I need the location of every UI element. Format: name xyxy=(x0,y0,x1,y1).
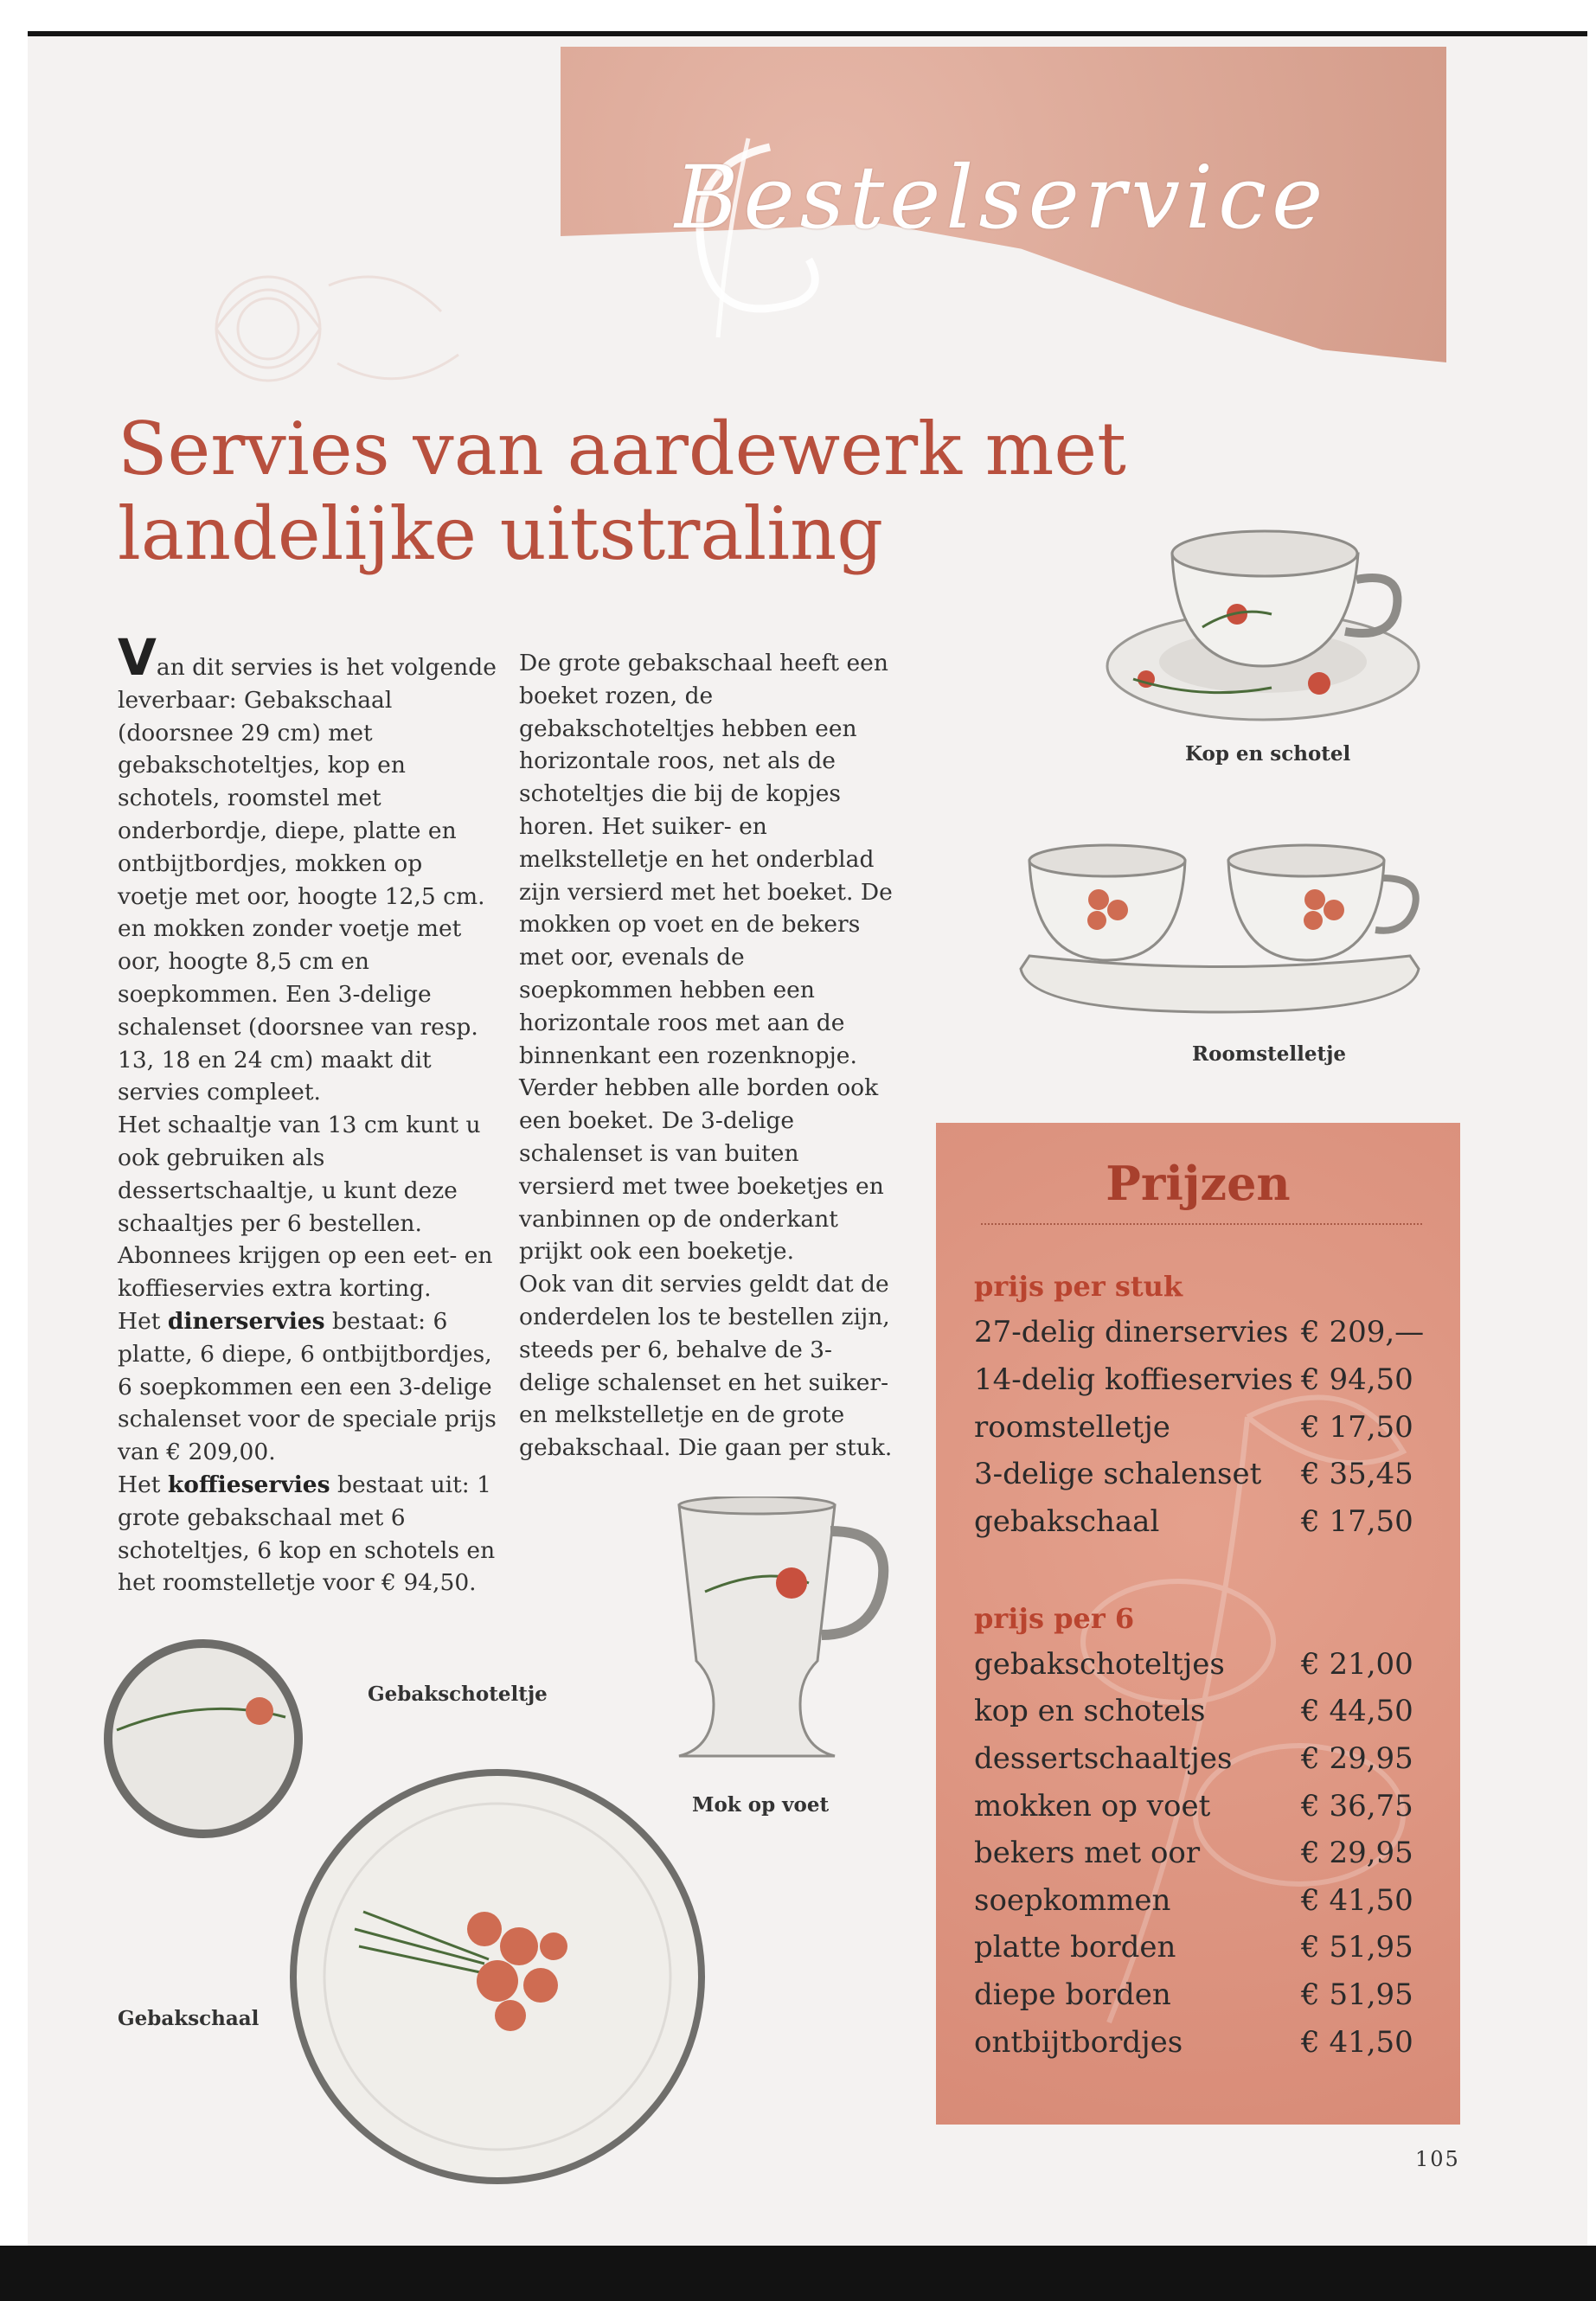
price-row: ontbijtbordjes € 41,50 xyxy=(974,2025,1413,2060)
ordering-paragraph: Ook van dit servies geldt dat de onderdelen los te bestellen zijn, steeds per 6, behalve de 3-delige schalenset en het suiker- en melkstelletje en de grote gebakschaal. Die gaan per stuk. xyxy=(519,1271,893,1462)
intro-text: an dit servies is het volgende leverbaar: Gebakschaal (doorsnee 29 cm) met gebakschoteltjes, kop en schotels, roomstel met onderbordje, diepe, platte en ontbijtbordjes, mokken op voetje met oor, hoogte 12,5 cm. en mokken zonder voetje met oor, hoogte 8,5 cm en soepkommen. Een 3-delige schalenset (doorsnee van resp. 13, 18 en 24 cm) maakt dit servies compleet. xyxy=(118,654,497,1106)
caption-roomstelletje: Roomstelletje xyxy=(1192,1042,1347,1066)
cup-and-saucer-photo xyxy=(1099,502,1427,735)
price-row: platte borden € 51,95 xyxy=(974,1930,1413,1965)
dinerservies-term: dinerservies xyxy=(167,1307,325,1335)
caption-kop-en-schotel: Kop en schotel xyxy=(1185,742,1351,766)
price-row: 27-delig dinerservies € 209,— xyxy=(974,1315,1425,1349)
article-column-1 xyxy=(118,628,498,1599)
faded-flower-decoration xyxy=(164,234,493,424)
price-row: gebakschoteltjes € 21,00 xyxy=(974,1647,1413,1682)
coffee-paragraph: Het koffieservies bestaat uit: 1 grote gebakschaal met 6 schoteltjes, 6 kop en schotels en het roomstelletje voor € 94,50. xyxy=(118,1471,496,1597)
caption-gebakschoteltje: Gebakschoteltje xyxy=(368,1682,548,1706)
article-title-line-2: landelijke uitstraling xyxy=(118,491,884,576)
price-row: gebakschaal € 17,50 xyxy=(974,1504,1413,1539)
price-title: Prijzen xyxy=(1106,1156,1291,1211)
price-row: diepe borden € 51,95 xyxy=(974,1977,1413,2012)
price-row: kop en schotels € 44,50 xyxy=(974,1694,1413,1728)
cake-platter-photo xyxy=(285,1765,709,2189)
page-edge xyxy=(1587,31,1596,2246)
article-column-2 xyxy=(519,647,900,1465)
price-row: mokken op voet € 36,75 xyxy=(974,1789,1413,1823)
price-row: 14-delig koffieservies € 94,50 xyxy=(974,1362,1413,1397)
caption-mok-op-voet: Mok op voet xyxy=(692,1793,830,1817)
article-title-line-1: Servies van aardewerk met xyxy=(118,407,1126,491)
top-rule xyxy=(0,0,1596,36)
price-row: 3-delige schalenset € 35,45 xyxy=(974,1457,1413,1491)
price-section-per-6: prijs per 6 xyxy=(974,1602,1135,1635)
page-number: 105 xyxy=(1415,2147,1460,2171)
intro-paragraph xyxy=(118,628,498,1109)
price-row: dessertschaaltjes € 29,95 xyxy=(974,1741,1413,1776)
koffieservies-term: koffieservies xyxy=(167,1471,330,1498)
dropcap: V xyxy=(118,628,157,687)
price-row: soepkommen € 41,50 xyxy=(974,1883,1413,1918)
price-section-per-stuk: prijs per stuk xyxy=(974,1270,1183,1303)
price-row: roomstelletje € 17,50 xyxy=(974,1410,1413,1445)
dessert-paragraph: Het schaaltje van 13 cm kunt u ook gebruiken als dessertschaaltje, u kunt deze schaaltjes per 6 bestellen. Abonnees krijgen op een eet- en koffieservies extra korting. xyxy=(118,1112,493,1303)
price-row: bekers met oor € 29,95 xyxy=(974,1836,1413,1870)
price-box xyxy=(936,1123,1460,2125)
cake-saucer-photo xyxy=(99,1635,307,1843)
price-divider xyxy=(981,1223,1422,1225)
footed-mug-photo xyxy=(670,1497,895,1765)
dinner-paragraph: Het dinerservies bestaat: 6 platte, 6 diepe, 6 ontbijtbordjes, 6 soepkommen een een 3-delige schalenset voor de speciale prijs van € 209,00. xyxy=(118,1307,497,1466)
caption-gebakschaal: Gebakschaal xyxy=(118,2007,260,2030)
decoration-paragraph: De grote gebakschaal heeft een boeket rozen, de gebakschoteltjes hebben een horizontale roos, net als de schoteltjes die bij de kopjes horen. Het suiker- en melkstelletje en het onderblad zijn versierd met het boeket. De mokken op voet en de bekers met oor, evenals de soepkommen hebben een horizontale roos met aan de binnenkant een rozenknopje. Verder hebben alle borden ook een boeket. De 3-delige schalenset is van buiten versierd met twee boeketjes en vanbinnen op de onderkant prijkt ook een boeketje. xyxy=(519,650,893,1266)
bottom-bar xyxy=(0,2246,1596,2301)
article-title xyxy=(118,407,1156,576)
cream-set-photo xyxy=(1012,839,1427,1021)
section-title: Bestelservice xyxy=(675,147,1329,248)
